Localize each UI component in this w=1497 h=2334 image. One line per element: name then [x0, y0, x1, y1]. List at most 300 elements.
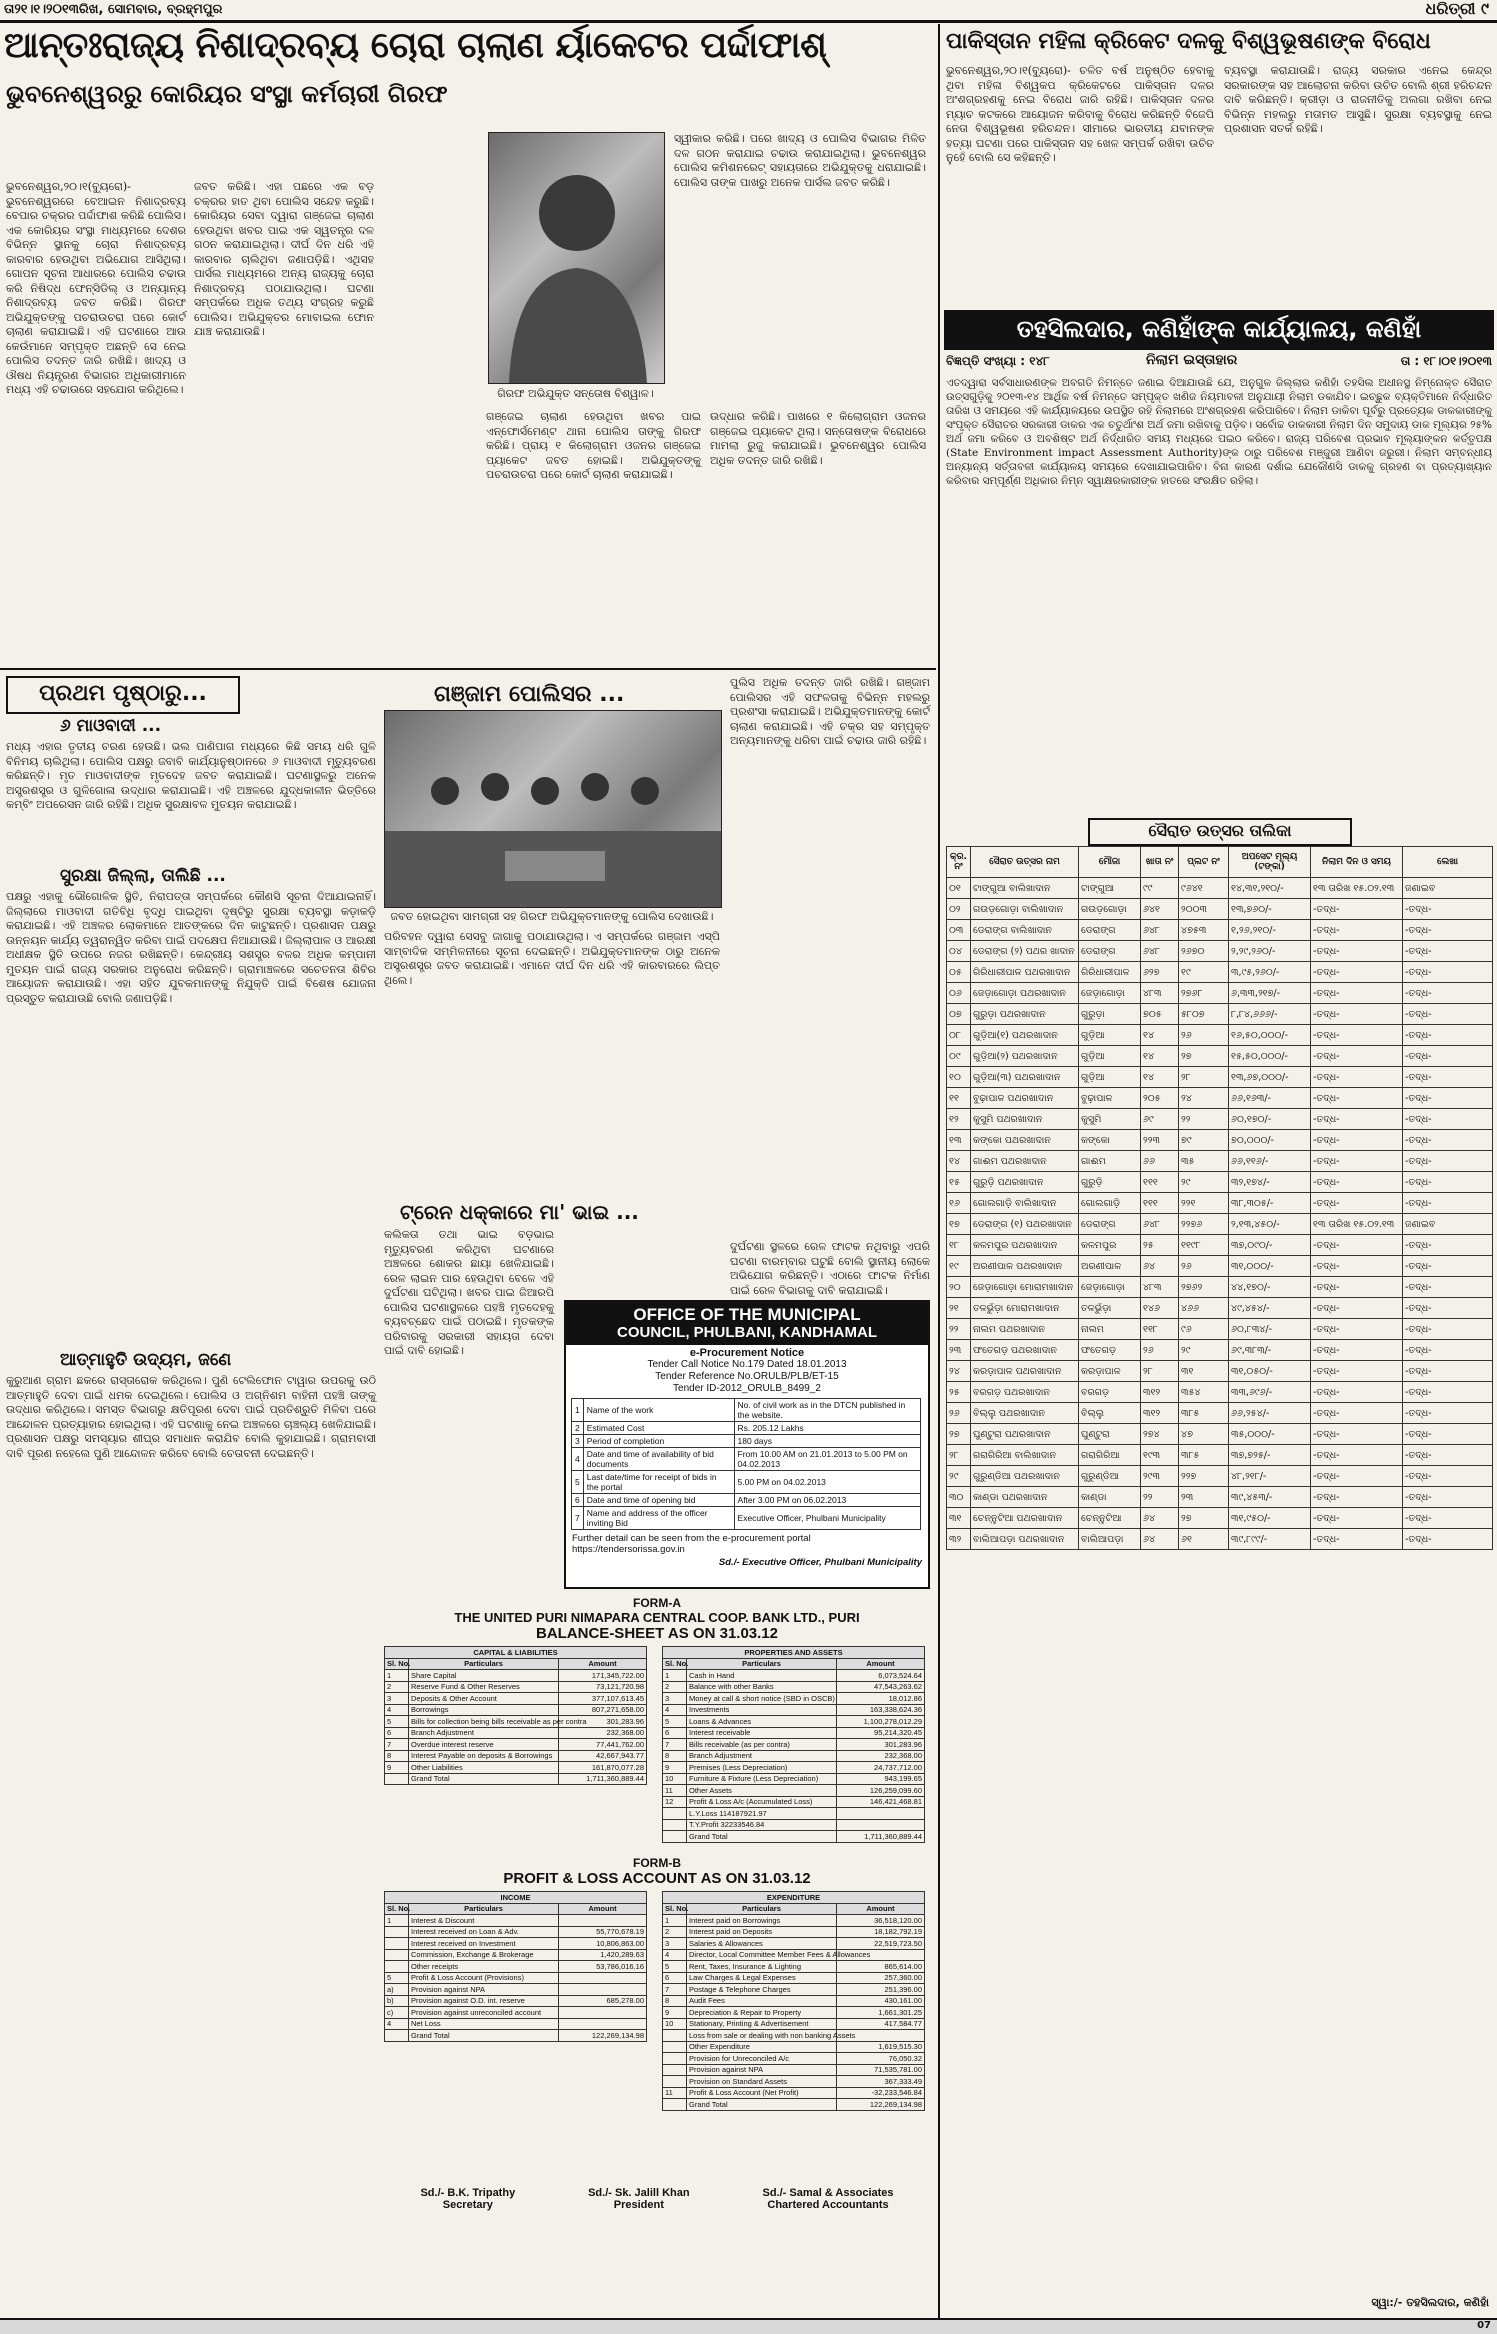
asset-row	[663, 1693, 925, 1705]
land-table-row-cell: -ତଦ୍ଧ-	[1311, 920, 1403, 941]
bank-signatory	[588, 2187, 689, 2211]
asset-row-cell: Branch Adjustment	[687, 1750, 837, 1762]
land-table-row-cell: ଟାଙ୍ଗୁଆ	[1079, 878, 1141, 899]
land-table-row	[947, 1508, 1493, 1529]
land-table-row-cell: -ତଦ୍ଧ-	[1311, 1466, 1403, 1487]
land-table-row-cell: ୨୧	[947, 1298, 971, 1319]
asset-row	[663, 1727, 925, 1739]
land-table-row-cell: -ତଦ୍ଧ-	[1403, 1466, 1493, 1487]
income-row	[385, 2018, 647, 2030]
land-table-row	[947, 1424, 1493, 1445]
land-table-row	[947, 1319, 1493, 1340]
asset-row-cell: L.Y.Loss 114187921.97	[687, 1808, 837, 1820]
land-table-row-cell: ବରଗଡ଼	[1079, 1382, 1141, 1403]
income-row-cell: Commission, Exchange & Brokerage	[409, 1949, 559, 1961]
land-table-row-cell: ୨୭୬୮	[1179, 983, 1229, 1004]
land-table-row	[947, 1004, 1493, 1025]
land-table-row-cell: କାଣ୍ଡା	[1079, 1487, 1141, 1508]
expenditure-row-cell: Depreciation & Repair to Property	[687, 2007, 837, 2019]
exp-col-part: Particulars	[687, 1903, 837, 1915]
page-label: ଧରିତ୍ରୀ ୯	[1425, 0, 1489, 18]
expenditure-row-cell: 2	[663, 1926, 687, 1938]
expenditure-row-cell: Audit Fees	[687, 1995, 837, 2007]
land-table-row-cell: ୩୮,୩୦୫/-	[1229, 1193, 1311, 1214]
liability-row	[385, 1681, 647, 1693]
land-table-row-cell: -ତଦ୍ଧ-	[1403, 899, 1493, 920]
expenditure-row-cell: 76,050.32	[837, 2053, 925, 2065]
expenditure-row-cell: 6	[663, 1972, 687, 1984]
expenditure-row-cell: Rent, Taxes, Insurance & Lighting	[687, 1961, 837, 1973]
land-table-row-cell: ଡେରାଙ୍ଗ ବାଲିଖାଦାନ	[971, 920, 1079, 941]
asset-row-cell	[837, 1808, 925, 1820]
expenditure-row-cell: Other Expenditure	[687, 2041, 837, 2053]
land-table-row-cell: ୦୫	[947, 962, 971, 983]
liability-row-cell: Branch Adjustment	[409, 1727, 559, 1739]
expenditure-row-cell: 430,161.00	[837, 1995, 925, 2007]
land-table-row-cell: ୩୩,୬୯୬/-	[1229, 1382, 1311, 1403]
tahasil-body: ଏତଦ୍ୱାରା ସର୍ବସାଧାରଣଙ୍କ ଅବଗତି ନିମନ୍ତେ ଜଣାଇ ଦିଆଯାଉଛି ଯେ, ଅନୁଗୁଳ ଜିଲ୍ଲାର କଣିହାଁ ତହସିଲ ଅଧୀନସ୍ଥ ନିମ୍ନୋକ୍ତ ସୈରାତ ଉତ୍ସଗୁଡ଼ିକୁ ୨୦୧୩-୧୪ ଆର୍ଥିକ ବର୍ଷ ନିମନ୍ତେ ସମ୍ପୃକ୍ତ ଖଣିଜ ନିୟମାବଳୀ ଅନୁଯାୟୀ ନିଲାମ ଡକାଯିବ। ଇଚ୍ଛୁକ ବ୍ୟକ୍ତିମାନେ ନିର୍ଦ୍ଧାରିତ ତାରିଖ ଓ ସମୟରେ ଏହି କାର୍ଯ୍ୟାଳୟରେ ଉପସ୍ଥିତ ରହି ନିଲାମରେ ଅଂଶଗ୍ରହଣ କରିପାରିବେ। ନିଲାମ ଡାକିବା ପୂର୍ବରୁ ପ୍ରତ୍ୟେକ ଡାକକାରୀଙ୍କୁ ସଂପୃକ୍ତ ସୈରାତର ସରକାରୀ ଡାକର ଏକ ଚତୁର୍ଥାଂଶ ଅର୍ଥ ଜମା ରଖିବାକୁ ପଡ଼ିବ। ସର୍ବୋଚ୍ଚ ଡାକକାରୀ ନିଲାମ ଦିନ ସମୁଦାୟ ଡାକ ମୂଲ୍ୟର ୨୫% ଅର୍ଥ ଜମା କରିବେ ଓ ଅବଶିଷ୍ଟ ଅର୍ଥ ନିର୍ଦ୍ଧାରିତ ସମୟ ମଧ୍ୟରେ ପଇଠ କରିବେ। ରାଜ୍ୟ ପରିବେଶ ପ୍ରଭାବ ମୂଲ୍ୟାଙ୍କନ କର୍ତ୍ତୃପକ୍ଷ (State Environment impact Assessment Authority)ଙ୍କ ଠାରୁ ପରିବେଶ ମଞ୍ଜୁରୀ ଆଣିବା ଜରୁରୀ। ନିଲାମ ସମ୍ବନ୍ଧୀୟ ଅନ୍ୟାନ୍ୟ ସର୍ତ୍ତାବଳୀ କାର୍ଯ୍ୟାଳୟ ସମୟରେ ଦେଖାଯାଇପାରିବ। ବିନା କାରଣ ଦର୍ଶାଇ ଯେକୌଣସି ଡାକକୁ ଗ୍ରହଣ ବା ପ୍ରତ୍ୟାଖ୍ୟାନ କରିବାର ସମ୍ପୂର୍ଣ୍ଣ ଅଧିକାର ନିମ୍ନ ସ୍ୱାକ୍ଷରକାରୀଙ୍କ ହାତରେ ସଂରକ୍ଷିତ ରହିଲା।	[946, 377, 1492, 487]
expenditure-row	[663, 2018, 925, 2030]
land-col-mouza: ମୌଜା	[1079, 847, 1141, 878]
liability-row-cell: 73,121,720.98	[559, 1681, 647, 1693]
land-table-row-cell: ବାଲିଆପଡ଼ା	[1079, 1529, 1141, 1550]
land-table-row-cell: କଙ୍କୋ	[1079, 1130, 1141, 1151]
land-table-row-cell: କରଡ଼ାପାଳ	[1079, 1361, 1141, 1382]
land-table-row-cell: ୨୩	[1179, 1487, 1229, 1508]
land-table-row-cell: ୨୯	[947, 1466, 971, 1487]
asset-row	[663, 1819, 925, 1831]
vertical-rule-right	[938, 24, 940, 2319]
income-row-cell	[559, 1984, 647, 1996]
tender-row-cell: 2	[572, 1422, 584, 1435]
liability-row-cell: 6	[385, 1727, 409, 1739]
land-table-row-cell: କୁସୁମି	[1079, 1109, 1141, 1130]
income-row-cell	[559, 1972, 647, 1984]
land-table-row-cell: -ତଦ୍ଧ-	[1403, 1361, 1493, 1382]
land-table-row-cell: ୧୫,୫୦,୦୦୦/-	[1229, 1046, 1311, 1067]
land-table-row	[947, 1214, 1493, 1235]
land-table-row	[947, 1403, 1493, 1424]
land-table-row-cell: -ତଦ୍ଧ-	[1403, 962, 1493, 983]
land-table-row-cell: -ତଦ୍ଧ-	[1403, 1340, 1493, 1361]
asset-row-cell: 5	[663, 1716, 687, 1728]
land-table-row-cell: ୧୩ ତାରିଖ ୧୫.୦୨.୧୩	[1311, 1214, 1403, 1235]
liability-row-cell: 807,271,658.00	[559, 1704, 647, 1716]
income-row-cell: Provision against O.D. int. reserve	[409, 1995, 559, 2007]
asset-row	[663, 1716, 925, 1728]
tahasil-banner-text: ତହସିଲଦାର, କଣିହାଁଙ୍କ କାର୍ଯ୍ୟାଳୟ, କଣିହାଁ	[1016, 315, 1422, 343]
land-table-row-cell: ଗାଈମ ପଥରଖାଦାନ	[971, 1151, 1079, 1172]
income-row-cell: 10,806,863.00	[559, 1938, 647, 1950]
income-row-cell: c)	[385, 2007, 409, 2019]
income-row	[385, 1949, 647, 1961]
tender-row	[572, 1399, 921, 1422]
land-table-row	[947, 1487, 1493, 1508]
land-table-row-cell: ୩୫୪	[1179, 1382, 1229, 1403]
land-table-row-cell: କୁସୁମି ପଥରଖାଦାନ	[971, 1109, 1079, 1130]
land-table-row-cell: ୭୦୫	[1141, 1004, 1179, 1025]
header-rule	[0, 20, 1497, 23]
expenditure-row	[663, 2099, 925, 2111]
asset-row-cell: 1	[663, 1670, 687, 1682]
land-table-row	[947, 1277, 1493, 1298]
land-table-row-cell: ଚେନ୍ନୁଟିଆ ପଥରଖାଦାନ	[971, 1508, 1079, 1529]
income-row-cell: Interest & Discount	[409, 1915, 559, 1927]
land-table-row-cell: ୩୫,୦୦୦/-	[1229, 1424, 1311, 1445]
tender-row	[572, 1435, 921, 1448]
bank-name: THE UNITED PURI NIMAPARA CENTRAL COOP. BANK LTD., PURI	[454, 1610, 860, 1625]
land-table-row-cell: କଙ୍କୋ ପଥରଖାଦାନ	[971, 1130, 1079, 1151]
land-table-row-cell: ୪୯,୪୫୪/-	[1229, 1298, 1311, 1319]
land-table-row-cell: -ତଦ୍ଧ-	[1311, 1109, 1403, 1130]
land-table-row-cell: ୦୭	[947, 1004, 971, 1025]
ganjam-col-a: ପରିବହନ ଦ୍ୱାରା ସେସବୁ ଜାଗାକୁ ପଠାଯାଉଥିଲା। ଏ ସମ୍ପର୍କରେ ଗଞ୍ଜାମ ଏସ୍ପି ସାମ୍ବାଦିକ ସମ୍ମିଳନୀରେ ସୂଚନା ଦେଇଛନ୍ତି। ଅଭିଯୁକ୍ତମାନଙ୍କ ଠାରୁ ଅନେକ ଅସ୍ତ୍ରଶସ୍ତ୍ର ଜବତ କରାଯାଇଛି। ଏମାନେ ଦୀର୍ଘ ଦିନ ଧରି ଏହି କାରବାରରେ ଲିପ୍ତ ଥିଲେ।	[384, 930, 720, 987]
bank-signatory	[420, 2187, 515, 2211]
expenditure-row	[663, 1995, 925, 2007]
lead-headline: ଆନ୍ତଃରାଜ୍ୟ ନିଶାଦ୍ରବ୍ୟ ଚୋରା ଚାଲାଣ ର୍ୟାକେଟର ପର୍ଦ୍ଦାଫାଶ୍	[4, 25, 827, 66]
land-table-row-cell: ୦୩	[947, 920, 971, 941]
land-table-row-cell: ଗୋଲଗାଡ଼ି ବାଲିଖାଦାନ	[971, 1193, 1079, 1214]
liability-row	[385, 1716, 647, 1728]
land-table-row-cell: ୬୬,୨୫୪/-	[1229, 1403, 1311, 1424]
liability-row	[385, 1704, 647, 1716]
liability-row-cell: 1,711,360,889.44	[559, 1773, 647, 1785]
land-table-row-cell: -ତଦ୍ଧ-	[1403, 1529, 1493, 1550]
expenditure-row-cell	[663, 2053, 687, 2065]
land-table-row-cell: -ତଦ୍ଧ-	[1403, 1298, 1493, 1319]
expenditure-row	[663, 1961, 925, 1973]
liability-row-cell: Grand Total	[409, 1773, 559, 1785]
person-silhouette-icon	[489, 133, 664, 383]
ganjam-col-b: ପୁଲିସ ଅଧିକ ତଦନ୍ତ ଜାରି ରଖିଛି। ଗଞ୍ଜାମ ପୋଲିସର ଏହି ସଫଳତାକୁ ବିଭିନ୍ନ ମହଲରୁ ପ୍ରଶଂସା କରାଯାଇଛି। ଅଭିଯୁକ୍ତମାନଙ୍କୁ କୋର୍ଟ ଚାଲାଣ କରାଯାଇଛି। ଏହି ଚକ୍ର ସହ ସମ୍ପୃକ୍ତ ଅନ୍ୟମାନଙ୍କୁ ଧରିବା ପାଇଁ ଚଢାଉ ଜାରି ରହିଛି।	[730, 676, 930, 747]
income-row-cell: 5	[385, 1972, 409, 1984]
land-table-row-cell: କାଣ୍ଡା ପଥରଖାଦାନ	[971, 1487, 1079, 1508]
income-row	[385, 1984, 647, 1996]
land-table-row-cell: -ତଦ୍ଧ-	[1311, 983, 1403, 1004]
expenditure-row-cell	[663, 2030, 687, 2042]
tender-row	[572, 1422, 921, 1435]
land-table-row-cell: ୬୪	[1141, 1529, 1179, 1550]
land-table-row-cell: ଗିରିଧାରୀପାଳ ପଥରଖାଦାନ	[971, 962, 1079, 983]
signatory-title: Secretary	[442, 2199, 493, 2211]
land-table-row-cell: ୨୨୭୬	[1179, 1214, 1229, 1235]
asset-row-cell: Interest receivable	[687, 1727, 837, 1739]
expenditure-row-cell: 4	[663, 1949, 687, 1961]
land-table-row-cell: ବୁଢ଼ାପାଳ ପଥରଖାଦାନ	[971, 1088, 1079, 1109]
land-table-row-cell: ୧୪	[1141, 1025, 1179, 1046]
income-row-cell: Profit & Loss Account (Provisions)	[409, 1972, 559, 1984]
land-table-row-cell: -ତଦ୍ଧ-	[1311, 1256, 1403, 1277]
land-table-row-cell: -ତଦ୍ଧ-	[1403, 1130, 1493, 1151]
land-table-row-cell: ଜେଡ଼ାଗୋଡ଼ା	[1079, 983, 1141, 1004]
asset-row-cell: 301,283.96	[837, 1739, 925, 1751]
land-table-row-cell: ୨୪	[947, 1361, 971, 1382]
accused-photo	[488, 132, 665, 384]
land-table-row-cell: ୨୭	[1179, 1508, 1229, 1529]
asset-row-cell: Grand Total	[687, 1831, 837, 1843]
land-table-row-cell: ୧୧୧	[1141, 1193, 1179, 1214]
income-row-cell: 55,770,678.19	[559, 1926, 647, 1938]
liability-row-cell: Bills for collection being bills receivable as per contra	[409, 1716, 559, 1728]
land-table-row-cell: ୨୮	[947, 1445, 971, 1466]
expenditure-row	[663, 2087, 925, 2099]
prop-title: PROPERTIES AND ASSETS	[663, 1647, 925, 1659]
land-table-row	[947, 1109, 1493, 1130]
land-table-row	[947, 1298, 1493, 1319]
land-table-row-cell: ୪୬୬	[1179, 1298, 1229, 1319]
asset-row-cell: 4	[663, 1704, 687, 1716]
asset-row-cell: Profit & Loss A/c (Accumulated Loss)	[687, 1796, 837, 1808]
land-table-row-cell: -ତଦ୍ଧ-	[1403, 1109, 1493, 1130]
expenditure-row-cell: 7	[663, 1984, 687, 1996]
liab-col-sl: Sl. No.	[385, 1658, 409, 1670]
liability-row-cell: Other Liabilities	[409, 1762, 559, 1774]
land-table-row-cell: ୪୪,୧୭୦/-	[1229, 1277, 1311, 1298]
land-table-row-cell: ୩୨	[947, 1529, 971, 1550]
asset-row	[663, 1831, 925, 1843]
land-table-row-cell: ୩୧,୦୦୦/-	[1229, 1256, 1311, 1277]
land-table-row	[947, 1445, 1493, 1466]
asset-row-cell: T.Y.Profit 32233546.84	[687, 1819, 837, 1831]
land-table-row-cell: ୪୭୫୩	[1179, 920, 1229, 941]
income-row	[385, 1926, 647, 1938]
liability-row-cell: 2	[385, 1681, 409, 1693]
land-table-row-cell: ୯୬୪୧	[1179, 878, 1229, 899]
land-table-row-cell: ୦୨	[947, 899, 971, 920]
inc-col-sl: Sl. No.	[385, 1903, 409, 1915]
asset-row-cell: Money at call & short notice (SBD in OSCB)	[687, 1693, 837, 1705]
land-table-row-cell: ଡେରାଙ୍ଗ	[1079, 920, 1141, 941]
asset-row	[663, 1808, 925, 1820]
tahasil-title: ନିଲାମ ଇସ୍ତାହାର	[1146, 352, 1238, 368]
income-row	[385, 2030, 647, 2042]
maoist-body: ମଧ୍ୟ ଏହାର ତୃତୀୟ ଚରଣ ହେଉଛି। ଭଲ ପାଣିପାଗ ମଧ୍ୟରେ କିଛି ସମୟ ଧରି ଗୁଳି ବିନିମୟ ଚାଲିଥିଲା। ପୋଲିସ ପକ୍ଷରୁ ଜବାବି କାର୍ଯ୍ୟାନୁଷ୍ଠାନରେ ୬ ମାଓବାଦୀ ମୃତ୍ୟୁବରଣ କରିଛନ୍ତି। ମୃତ ମାଓବାଦୀଙ୍କ ମୃତଦେହ ଜବତ କରାଯାଇଛି। ଘଟଣାସ୍ଥଳରୁ ଅନେକ ଅସ୍ତ୍ରଶସ୍ତ୍ର ଓ ଗୁଳିଗୋଳା ଉଦ୍ଧାର କରାଯାଇଛି। ଏହି ଅଞ୍ଚଳରେ ଯୁଦ୍ଧକାଳୀନ ଭିତ୍ତିରେ କମ୍ବିଂ ଅପରେସନ ଜାରି ରହିଛି। ଅଧିକ ସୁରକ୍ଷାବଳ ମୁତୟନ କରାଯାଇଛି।	[6, 740, 376, 811]
asset-col-part: Particulars	[687, 1658, 837, 1670]
liability-row-cell: 4	[385, 1704, 409, 1716]
land-table-row-cell: ୧୫	[947, 1172, 971, 1193]
expenditure-row	[663, 2076, 925, 2088]
land-table-row-cell: ୯୯	[1141, 878, 1179, 899]
pl-title: PROFIT & LOSS ACCOUNT AS ON 31.03.12	[503, 1870, 811, 1887]
land-table-row-cell: ୧୦	[947, 1067, 971, 1088]
income-row-cell	[385, 1938, 409, 1950]
land-col-name: ସୈରାତ ଉତ୍ସର ନାମ	[971, 847, 1079, 878]
land-table-row-cell: ୨୭	[947, 1424, 971, 1445]
income-row-cell: 53,786,016.16	[559, 1961, 647, 1973]
expenditure-row-cell: 1	[663, 1915, 687, 1927]
liability-row-cell: 232,368.00	[559, 1727, 647, 1739]
asset-row-cell: 11	[663, 1785, 687, 1797]
land-table-row-cell: -ତଦ୍ଧ-	[1311, 1340, 1403, 1361]
tender-row-cell: No. of civil work as in the DTCN published in the website.	[734, 1399, 920, 1422]
land-table-row-cell: -ତଦ୍ଧ-	[1403, 1004, 1493, 1025]
asset-row-cell: Investments	[687, 1704, 837, 1716]
expenditure-row-cell: 22,519,723.50	[837, 1938, 925, 1950]
land-table-row-cell: -ତଦ୍ଧ-	[1311, 1130, 1403, 1151]
land-table-row-cell: ୨୩	[947, 1340, 971, 1361]
expenditure-row	[663, 1972, 925, 1984]
land-table-row-cell: ୨୯	[1179, 1340, 1229, 1361]
land-table-row-cell: ବାଲିଆପଡ଼ା ପଥରଖାଦାନ	[971, 1529, 1079, 1550]
land-table-row-cell: ୧୨	[947, 1109, 971, 1130]
land-table-row	[947, 1235, 1493, 1256]
land-table-row-cell: ୨୬	[1179, 1256, 1229, 1277]
land-table-row-cell: ୧୬	[947, 1193, 971, 1214]
land-table-row-cell: -ତଦ୍ଧ-	[1311, 1235, 1403, 1256]
land-table-row-cell: ୩୭,୭୨୫/-	[1229, 1445, 1311, 1466]
asset-row-cell: 6,073,524.64	[837, 1670, 925, 1682]
land-table-row-cell: ଜେଡ଼ାଗୋଡ଼ା	[1079, 1277, 1141, 1298]
land-table-row-cell: -ତଦ୍ଧ-	[1403, 1319, 1493, 1340]
land-table-row-cell: -ତଦ୍ଧ-	[1311, 1361, 1403, 1382]
asset-col-sl: Sl. No.	[663, 1658, 687, 1670]
liability-row-cell: Deposits & Other Account	[409, 1693, 559, 1705]
asset-row-cell: 10	[663, 1773, 687, 1785]
land-table-row-cell: ୩୧	[1179, 1361, 1229, 1382]
pakistan-col-2: ବ୍ୟବସ୍ଥା କରାଯାଉଛି। ରାଜ୍ୟ ସରକାର ଏନେଇ କେନ୍ଦ୍ର ସରକାରଙ୍କ ସହ ଆଲୋଚନା କରିବା ଉଚିତ ବୋଲି ଶ୍ରୀ ହରିଚନ୍ଦନ ଦାବି କରିଛନ୍ତି। କ୍ରୀଡ଼ା ଓ ରାଜନୀତିକୁ ଅଲଗା ରଖିବା ନେଇ ବିଭିନ୍ନ ମହଲରୁ ମତାମତ ଆସୁଛି। ସୁରକ୍ଷା ବ୍ୟବସ୍ଥାକୁ ନେଇ ପ୍ରଶାସନ ସତର୍କ ରହିଛି।	[1224, 64, 1492, 135]
page-footer	[0, 2320, 1497, 2334]
expenditure-row-cell: 1,661,301.25	[837, 2007, 925, 2019]
liability-row-cell: 161,870,077.28	[559, 1762, 647, 1774]
tender-row	[572, 1494, 921, 1507]
land-table-row-cell: ୧୪	[1141, 1046, 1179, 1067]
income-title: INCOME	[385, 1892, 647, 1904]
prathama-box	[6, 676, 240, 714]
security-head: ସୁରକ୍ଷା ଜିଲ୍ଲା, ତାଲିଛି ...	[60, 866, 226, 886]
land-table-row-cell: ୦୯	[947, 1046, 971, 1067]
tender-row-cell: Executive Officer, Phulbani Municipality	[734, 1507, 920, 1530]
income-row-cell	[559, 1915, 647, 1927]
expenditure-row-cell: 10	[663, 2018, 687, 2030]
land-table-row-cell: ବିଲ୍ଲୁ	[1079, 1403, 1141, 1424]
ganjam-caption: ଜବତ ହୋଇଥିବା ସାମଗ୍ରୀ ସହ ଗିରଫ ଅଭିଯୁକ୍ତମାନଙ୍କୁ ପୋଲିସ ଦେଖାଉଛି।	[390, 910, 714, 923]
land-table-row-cell: ଗୁଡ଼ିଆ	[1079, 1067, 1141, 1088]
asset-row-cell: 6	[663, 1727, 687, 1739]
income-row	[385, 1938, 647, 1950]
land-table-row-cell: ୧୩ ତାରିଖ ୧୫.୦୨.୧୩	[1311, 878, 1403, 899]
land-table-row	[947, 1193, 1493, 1214]
liability-row-cell: Reserve Fund & Other Reserves	[409, 1681, 559, 1693]
asset-row-cell: 126,259,099.60	[837, 1785, 925, 1797]
suicide-body: କୁରୁଆଣ ଗ୍ରାମ ଛକରେ ରାସ୍ତାରୋକ କରିଥିଲେ। ପୁଣି ଟେଲିଫୋନ ଟାୱାର ଉପରକୁ ଉଠି ଆତ୍ମାହୁତି ଦେବା ପାଇଁ ଧମକ ଦେଇଥିଲେ। ପୋଲିସ ଓ ଅଗ୍ନିଶମ ବାହିନୀ ପହଞ୍ଚି ତାଙ୍କୁ ଉଦ୍ଧାର କରିଥିଲେ। ସମସ୍ତ ବିଭାଗରୁ କ୍ଷତିପୂରଣ ଦେବା ପାଇଁ ପ୍ରତିଶ୍ରୁତି ମିଳିବା ପରେ ଆନ୍ଦୋଳନ ପ୍ରତ୍ୟାହାର ହୋଇଥିଲା। ଏହି ଘଟଣାକୁ ନେଇ ଅଞ୍ଚଳରେ ଚାଞ୍ଚଲ୍ୟ ଖେଳିଯାଇଛି। ପ୍ରଶାସନ ପକ୍ଷରୁ ସମସ୍ୟାର ଶୀଘ୍ର ସମାଧାନ କରାଯିବ ବୋଲି କୁହାଯାଇଛି। ଗ୍ରାମବାସୀ ଦାବି ପୂରଣ ନହେଲେ ପୁଣି ଆନ୍ଦୋଳନ କରିବେ ବୋଲି ଚେତାବନୀ ଦେଇଛନ୍ତି।	[6, 1374, 376, 1460]
land-table-row	[947, 878, 1493, 899]
land-table-row-cell: -ତଦ୍ଧ-	[1311, 1193, 1403, 1214]
land-table-row-cell: ନାଲମ ପଥରଖାଦାନ	[971, 1319, 1079, 1340]
asset-row-cell: 232,368.00	[837, 1750, 925, 1762]
expenditure-row-cell: 71,535,781.00	[837, 2064, 925, 2076]
asset-row-cell	[663, 1819, 687, 1831]
expenditure-row-cell: 18,182,792.19	[837, 1926, 925, 1938]
expenditure-row-cell: 5	[663, 1961, 687, 1973]
land-table-row-cell: ଡେରାଙ୍ଗ	[1079, 941, 1141, 962]
tender-row-cell: 1	[572, 1399, 584, 1422]
asset-row	[663, 1762, 925, 1774]
land-table-row-cell: ୨୭୪	[1141, 1424, 1179, 1445]
land-table-row-cell: ୧୪	[947, 1151, 971, 1172]
expenditure-row	[663, 1949, 925, 1961]
expenditure-row-cell: Provision against NPA	[687, 2064, 837, 2076]
asset-row-cell: Furniture & Fixture (Less Depreciation)	[687, 1773, 837, 1785]
land-table-row-cell: -ତଦ୍ଧ-	[1311, 1277, 1403, 1298]
asset-row-cell: 9	[663, 1762, 687, 1774]
land-table-row-cell: ୨୫	[1141, 1235, 1179, 1256]
liab-col-amt: Amount	[559, 1658, 647, 1670]
train-col-b: ଦୁର୍ଘଟଣା ସ୍ଥଳରେ ରେଳ ଫାଟକ ନଥିବାରୁ ଏପରି ଘଟଣା ବାରମ୍ବାର ଘଟୁଛି ବୋଲି ସ୍ଥାନୀୟ ଲୋକେ ଅଭିଯୋଗ କରିଛନ୍ତି। ଏଠାରେ ଫାଟକ ନିର୍ମାଣ ପାଇଁ ରେଳ ବିଭାଗକୁ ଦାବି କରାଯାଇଛି।	[730, 1240, 930, 1297]
land-table-row-cell: ୬୬,୧୧୬/-	[1229, 1151, 1311, 1172]
expenditure-row	[663, 2064, 925, 2076]
land-table-row-cell: -ତଦ୍ଧ-	[1311, 962, 1403, 983]
form-b-label: FORM-B	[633, 1856, 681, 1870]
land-table-row-cell: -ତଦ୍ଧ-	[1403, 1508, 1493, 1529]
asset-row-cell: 1,711,360,889.44	[837, 1831, 925, 1843]
land-table-row-cell: ୩୫	[1179, 1151, 1229, 1172]
land-table-row-cell: -ତଦ୍ଧ-	[1403, 1403, 1493, 1424]
lead-bottom-rule	[0, 668, 936, 670]
land-table-row-cell: ଗୋଲଗାଡ଼ି	[1079, 1193, 1141, 1214]
expenditure-row-cell: Law Charges & Legal Expenses	[687, 1972, 837, 1984]
maoist-head: ୬ ମାଓବାଦୀ ...	[60, 716, 162, 736]
land-table-row-cell: ୨୯	[1179, 1172, 1229, 1193]
liability-row-cell: 9	[385, 1762, 409, 1774]
land-table-row-cell: ୪୭	[1179, 1424, 1229, 1445]
liability-row-cell: 377,107,613.45	[559, 1693, 647, 1705]
tender-row-cell: 5	[572, 1471, 584, 1494]
liability-row-cell: 8	[385, 1750, 409, 1762]
land-table-header	[947, 847, 1493, 878]
land-table-row-cell: ଘୁଣ୍ଟୁରା ପଥରଖାଦାନ	[971, 1424, 1079, 1445]
signatory-name: Sd./- B.K. Tripathy	[420, 2187, 516, 2199]
asset-row-cell	[663, 1831, 687, 1843]
land-table-row-cell: -ତଦ୍ଧ-	[1403, 1445, 1493, 1466]
tender-further[interactable]: Further detail can be seen from the e-procurement portal https://tendersorissa.gov.in	[572, 1533, 811, 1556]
liability-row	[385, 1762, 647, 1774]
land-table-row	[947, 1130, 1493, 1151]
asset-row-cell: 7	[663, 1739, 687, 1751]
land-table-row-cell: ୭୦,୦୦୦/-	[1229, 1130, 1311, 1151]
land-table-row	[947, 1466, 1493, 1487]
liability-row	[385, 1739, 647, 1751]
income-row-cell: Interest received on Loan & Adv.	[409, 1926, 559, 1938]
expenditure-row-cell: 251,396.00	[837, 1984, 925, 1996]
land-table-row-cell: ୬୦,୧୭୦/-	[1229, 1109, 1311, 1130]
expenditure-row	[663, 2030, 925, 2042]
expenditure-row-cell	[663, 2064, 687, 2076]
expenditure-row-cell: Stationary, Printing & Advertisement	[687, 2018, 837, 2030]
tender-title-2: COUNCIL, PHULBANI, KANDHAMAL	[617, 1323, 877, 1341]
liability-row-cell: Borrowings	[409, 1704, 559, 1716]
land-table-row-cell: ୨୭	[1179, 1046, 1229, 1067]
income-row-cell: b)	[385, 1995, 409, 2007]
land-table-row-cell: ୨୨୩	[1141, 1130, 1179, 1151]
page-header	[0, 0, 1497, 20]
expenditure-row-cell: 8	[663, 1995, 687, 2007]
land-table-row-cell: ୨୨	[947, 1319, 971, 1340]
ganjam-headline: ଗଞ୍ଜାମ ପୋଲିସର ...	[434, 682, 625, 707]
expenditure-row-cell: 1,619,515.30	[837, 2041, 925, 2053]
land-table-row-cell: ଗୁଡ଼ିଆ	[1079, 1046, 1141, 1067]
expenditure-row	[663, 1926, 925, 1938]
bank-box	[384, 1596, 930, 2316]
asset-row-cell: 3	[663, 1693, 687, 1705]
land-table-row-cell: ୧୧	[947, 1088, 971, 1109]
land-table-row-cell: ୬୪	[1141, 1508, 1179, 1529]
tahasil-signature: ସ୍ୱା:/- ତହସିଲଦାର, କଣିହାଁ	[1371, 2296, 1489, 2309]
land-table-row-cell: ତଳଭୁଁଡ଼ା	[1079, 1298, 1141, 1319]
tahasil-banner	[944, 310, 1494, 350]
land-table-row-cell: ଗୁରୁଡ଼ା	[1079, 1004, 1141, 1025]
land-table-row-cell: ୨୮	[1179, 1067, 1229, 1088]
tender-row-cell: Last date/time for receipt of bids in the portal	[583, 1471, 734, 1494]
